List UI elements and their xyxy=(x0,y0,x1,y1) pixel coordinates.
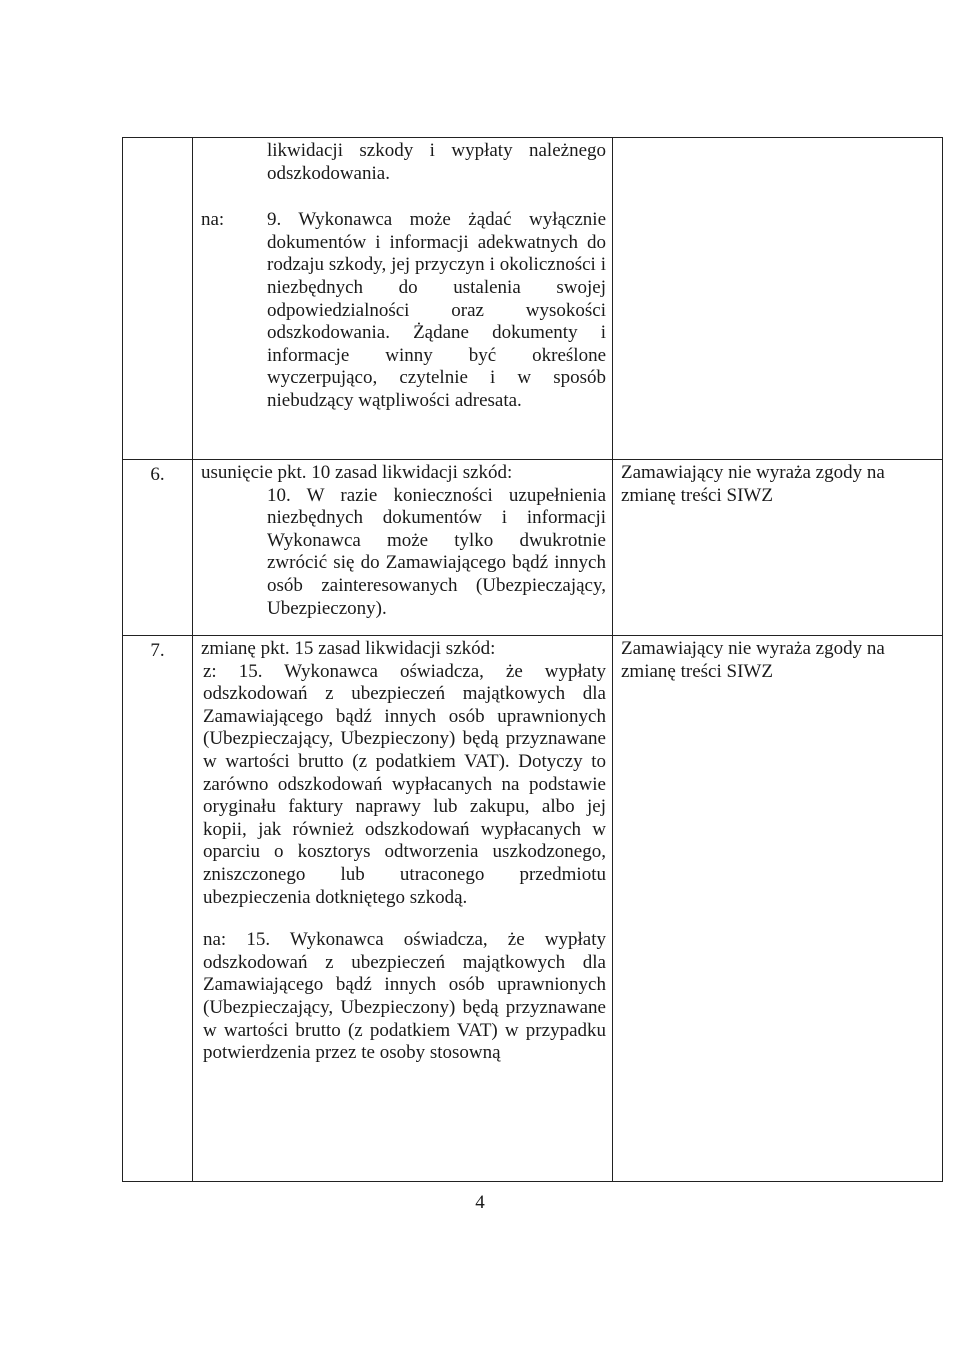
response-text: Zamawiający nie wyraża zgody na zmianę treści SIWZ xyxy=(613,636,943,1182)
table-row xyxy=(123,636,943,1182)
proposed-text: 9. Wykonawca może żądać wyłącznie dokumentów i informacji adekwatnych do rodzaju szkody, jej przyczyn i okoliczności i niezbędnych do ustalenia swojej odpowiedzialności oraz wysokości odszkodowania. Żądane dokumenty i informacje winny być określone wyczerpująco, czytelnie i w sposób niebudzący wątpliwości adresata. xyxy=(267,209,606,411)
removed-text: 10. W razie konieczności uzupełnienia niezbędnych dokumentów i informacji Wykonawca może tylko dwukrotnie zwrócić się do Zamawiającego bądź innych osób zainteresowanych (Ubezpieczający, Ubezpieczony). xyxy=(267,484,606,619)
row-number: 6. xyxy=(123,460,193,636)
change-heading: zmianę pkt. 15 zasad likwidacji szkód: xyxy=(201,638,496,659)
current-text: z: 15. Wykonawca oświadcza, że wypłaty odszkodowań z ubezpieczeń majątkowych dla Zamawiającego bądź innych osób uprawnionych (Ubezpieczający, Ubezpieczony) będą przyznawane w wartości brutto (z podatkiem VAT). Dotyczy to zarówno odszkodowań wypłacanych na podstawie oryginału faktury naprawy lub zakupu, albo jej kopii, jak również odszkodowań wypłacanych w oparciu o kosztorys odtworzenia uszkodzonego, zniszczonego lub utraconego przedmiotu ubezpieczenia dotkniętego szkodą. xyxy=(203,660,606,908)
continuation-line: odszkodowania. xyxy=(267,162,390,184)
page-number: 4 xyxy=(475,1192,485,1213)
continuation-line: likwidacji szkody i wypłaty należnego xyxy=(267,140,606,161)
table-row xyxy=(123,460,943,636)
row-content xyxy=(193,460,613,636)
change-heading: usunięcie pkt. 10 zasad likwidacji szkód: xyxy=(201,462,513,483)
amendments-table xyxy=(122,137,943,1182)
table-row xyxy=(123,138,943,460)
row-content xyxy=(193,636,613,1182)
row-number: 7. xyxy=(123,636,193,1182)
response-text: Zamawiający nie wyraża zgody na zmianę treści SIWZ xyxy=(613,460,943,636)
na-label: na: xyxy=(201,209,225,231)
response-cell xyxy=(613,138,943,460)
row-number xyxy=(123,138,193,460)
proposed-text: na: 15. Wykonawca oświadcza, że wypłaty odszkodowań z ubezpieczeń majątkowych dla Zamawiającego bądź innych osób uprawnionych (Ubezpieczający, Ubezpieczony) będą przyznawane w wartości brutto (z podatkiem VAT) w przypadku potwierdzenia przez te osoby stosowną xyxy=(203,929,606,1064)
row-content xyxy=(193,138,613,460)
